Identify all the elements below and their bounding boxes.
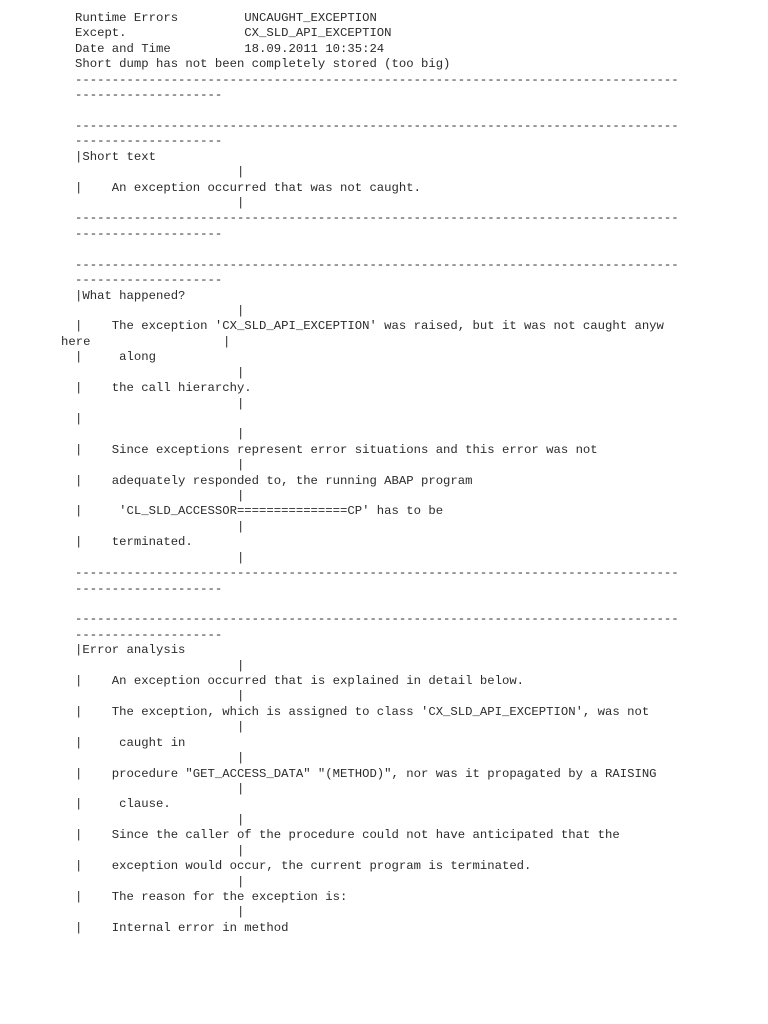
- section-heading: |Short text: [75, 150, 156, 164]
- frame-border: |: [75, 427, 245, 441]
- dump-line: here |: [61, 335, 231, 349]
- frame-border: |: [75, 751, 245, 765]
- header-line: Date and Time 18.09.2011 10:35:24: [75, 42, 385, 56]
- frame-border: |: [75, 196, 245, 210]
- frame-border: |: [75, 782, 245, 796]
- separator-line: ----------------------------------------------------------------------------------: [75, 211, 679, 225]
- dump-line: | terminated.: [75, 535, 193, 549]
- dump-line: | along: [75, 350, 156, 364]
- frame-border: |: [75, 659, 245, 673]
- section-heading: |What happened?: [75, 289, 186, 303]
- dump-line: | An exception occurred that was not caught.: [75, 181, 421, 195]
- frame-border: |: [75, 689, 245, 703]
- separator-line: --------------------: [75, 582, 223, 596]
- header-line: Except. CX_SLD_API_EXCEPTION: [75, 26, 392, 40]
- frame-border: |: [75, 458, 245, 472]
- dump-line: | Since the caller of the procedure could not have anticipated that the: [75, 828, 620, 842]
- header-line: Runtime Errors UNCAUGHT_EXCEPTION: [75, 11, 377, 25]
- dump-line: | procedure "GET_ACCESS_DATA" "(METHOD)", nor was it propagated by a RAISING: [75, 767, 657, 781]
- frame-border: |: [75, 304, 245, 318]
- section-heading: |Error analysis: [75, 643, 186, 657]
- dump-line: | The exception, which is assigned to class 'CX_SLD_API_EXCEPTION', was not: [75, 705, 650, 719]
- frame-border: |: [75, 165, 245, 179]
- dump-line: | The reason for the exception is:: [75, 890, 348, 904]
- dump-line: | An exception occurred that is explained in detail below.: [75, 674, 525, 688]
- frame-border: |: [75, 844, 245, 858]
- header-line: Short dump has not been completely stored (too big): [75, 57, 451, 71]
- frame-border: |: [75, 520, 245, 534]
- separator-line: --------------------: [75, 273, 223, 287]
- frame-border: |: [75, 489, 245, 503]
- dump-line: | clause.: [75, 797, 171, 811]
- separator-line: ----------------------------------------------------------------------------------: [75, 73, 679, 87]
- dump-line: | exception would occur, the current program is terminated.: [75, 859, 532, 873]
- frame-border: |: [75, 366, 245, 380]
- separator-line: ----------------------------------------------------------------------------------: [75, 119, 679, 133]
- separator-line: --------------------: [75, 227, 223, 241]
- dump-line: | caught in: [75, 736, 186, 750]
- frame-border: |: [75, 875, 245, 889]
- frame-border: |: [75, 905, 245, 919]
- frame-border: |: [75, 720, 245, 734]
- frame-border: |: [75, 813, 245, 827]
- frame-border: |: [75, 397, 245, 411]
- frame-border: |: [75, 551, 245, 565]
- dump-line: | 'CL_SLD_ACCESSOR===============CP' has to be: [75, 504, 444, 518]
- dump-line: | adequately responded to, the running ABAP program: [75, 474, 473, 488]
- dump-line: | The exception 'CX_SLD_API_EXCEPTION' was raised, but it was not caught anyw: [75, 319, 664, 333]
- dump-line: | Internal error in method: [75, 921, 289, 935]
- separator-line: --------------------: [75, 134, 223, 148]
- separator-line: --------------------: [75, 88, 223, 102]
- dump-line: | Since exceptions represent error situations and this error was not: [75, 443, 598, 457]
- separator-line: ----------------------------------------------------------------------------------: [75, 566, 679, 580]
- dump-line: | the call hierarchy.: [75, 381, 252, 395]
- separator-line: --------------------: [75, 628, 223, 642]
- frame-border: |: [75, 412, 83, 426]
- separator-line: ----------------------------------------------------------------------------------: [75, 258, 679, 272]
- separator-line: ----------------------------------------------------------------------------------: [75, 612, 679, 626]
